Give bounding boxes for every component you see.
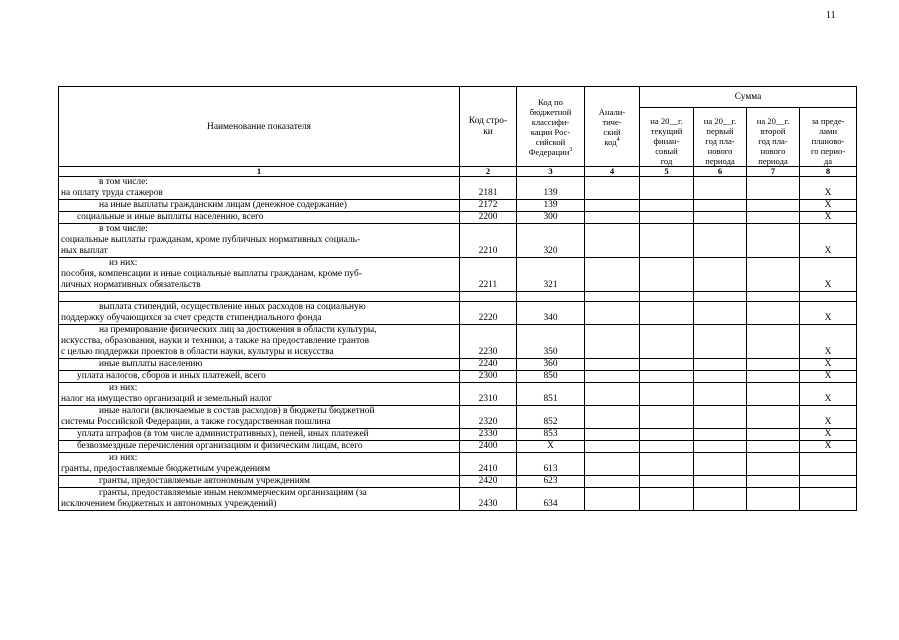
- line-code: 2300: [460, 371, 517, 383]
- sum-second-plan-year: [747, 383, 800, 406]
- header-sub-line: за преде-: [811, 116, 845, 126]
- sum-first-plan-year: [694, 441, 747, 453]
- line-code: 2420: [460, 476, 517, 488]
- budget-code: 852: [517, 406, 585, 429]
- indicator-name: [59, 488, 460, 511]
- column-index: 7: [747, 167, 800, 177]
- line-code: 2400: [460, 441, 517, 453]
- sum-beyond-plan-period: [800, 292, 857, 302]
- analytic-code: [585, 212, 640, 224]
- line-code: 2172: [460, 200, 517, 212]
- indicator-name-line: иные налоги (включаемые в состав расходов) в бюджеты бюджетной: [99, 406, 375, 416]
- analytic-code: [585, 441, 640, 453]
- table-row: [59, 177, 857, 200]
- budget-code: 321: [517, 258, 585, 292]
- header-anal-line: Анали-: [598, 106, 626, 117]
- column-index: 4: [585, 167, 640, 177]
- sum-first-plan-year: [694, 359, 747, 371]
- header-sub-line: на 20__г.: [703, 116, 737, 126]
- indicator-name: [59, 359, 460, 371]
- header-sub-line: год пла-: [705, 136, 735, 146]
- sum-beyond-plan-period: [800, 488, 857, 511]
- table-row: [59, 200, 857, 212]
- column-index: 3: [517, 167, 585, 177]
- sum-current-year: [640, 325, 694, 359]
- line-code: 2230: [460, 325, 517, 359]
- header-kbk-text: Федерации: [528, 146, 570, 157]
- table-row: [59, 429, 857, 441]
- header-sub-line: год: [660, 156, 673, 166]
- line-code: 2320: [460, 406, 517, 429]
- header-anal-line: тиче-: [602, 116, 622, 127]
- sum-second-plan-year: [747, 292, 800, 302]
- header-sub-line: год пла-: [758, 136, 788, 146]
- indicator-name: [59, 200, 460, 212]
- table-row: [59, 383, 857, 406]
- sum-first-plan-year: [694, 371, 747, 383]
- header-sub-line: периода: [705, 156, 735, 166]
- sum-beyond-plan-period: X: [800, 441, 857, 453]
- line-code: 2310: [460, 383, 517, 406]
- indicator-name-line: ных выплат: [61, 246, 108, 256]
- indicator-name: [59, 476, 460, 488]
- budget-code: 623: [517, 476, 585, 488]
- header-budget-classification-code: [517, 87, 585, 167]
- header-row: [59, 87, 857, 108]
- indicator-name-line: искусства, образования, науки и техники, а также на предоставление грантов: [61, 336, 370, 346]
- analytic-code: [585, 429, 640, 441]
- header-sub-line: нового: [707, 146, 733, 156]
- header-code-line: Код стро-: [468, 115, 508, 126]
- column-index: 5: [640, 167, 694, 177]
- table-row: [59, 371, 857, 383]
- header-sub-line: на 20__г.: [756, 116, 790, 126]
- indicator-name: [59, 212, 460, 224]
- budget-code: 139: [517, 200, 585, 212]
- budget-code: 320: [517, 224, 585, 258]
- line-code: 2330: [460, 429, 517, 441]
- sum-beyond-plan-period: X: [800, 325, 857, 359]
- line-code: 2430: [460, 488, 517, 511]
- analytic-code: [585, 453, 640, 476]
- sum-first-plan-year: [694, 476, 747, 488]
- indicator-name-line: гранты, предоставляемые автономным учреждениям: [99, 476, 310, 486]
- analytic-code: [585, 302, 640, 325]
- indicator-name-line: с целью поддержки проектов в области науки, культуры и искусства: [61, 347, 334, 357]
- sum-first-plan-year: [694, 488, 747, 511]
- sum-first-plan-year: [694, 453, 747, 476]
- indicator-name: [59, 258, 460, 292]
- sum-current-year: [640, 441, 694, 453]
- sum-second-plan-year: [747, 371, 800, 383]
- indicator-name-line: уплата штрафов (в том числе административных), пеней, иных платежей: [77, 429, 369, 439]
- sum-current-year: [640, 200, 694, 212]
- indicator-name-line: выплата стипендий, осуществление иных расходов на социальную: [99, 302, 366, 312]
- sum-second-plan-year: [747, 453, 800, 476]
- line-code: 2220: [460, 302, 517, 325]
- indicator-name-line: безвозмездные перечисления организациям и физическим лицам, всего: [77, 441, 363, 451]
- header-second-plan-year: [747, 108, 800, 167]
- table-row: [59, 258, 857, 292]
- analytic-code: [585, 371, 640, 383]
- analytic-code: [585, 258, 640, 292]
- sum-second-plan-year: [747, 200, 800, 212]
- analytic-code: [585, 200, 640, 212]
- budget-code: 634: [517, 488, 585, 511]
- sum-current-year: [640, 359, 694, 371]
- line-code: [460, 292, 517, 302]
- budget-code: [517, 292, 585, 302]
- sum-beyond-plan-period: [800, 476, 857, 488]
- indicator-name: [59, 224, 460, 258]
- sum-second-plan-year: [747, 476, 800, 488]
- budget-code: 340: [517, 302, 585, 325]
- line-code: 2181: [460, 177, 517, 200]
- footnote-mark: 3: [569, 146, 573, 153]
- header-sub-line: нового: [760, 146, 786, 156]
- table-row: [59, 406, 857, 429]
- header-sub-line: лами: [818, 126, 838, 136]
- indicator-name: [59, 383, 460, 406]
- sum-first-plan-year: [694, 177, 747, 200]
- header-sub-line: первый: [706, 126, 734, 136]
- header-first-plan-year: [694, 108, 747, 167]
- sum-current-year: [640, 302, 694, 325]
- header-line-code: [460, 87, 517, 167]
- sum-current-year: [640, 476, 694, 488]
- indicator-name-line: гранты, предоставляемые иным некоммерческим организациям (за: [99, 488, 367, 498]
- line-code: 2211: [460, 258, 517, 292]
- table-row: [59, 476, 857, 488]
- indicator-name: [59, 441, 460, 453]
- analytic-code: [585, 406, 640, 429]
- budget-code: 851: [517, 383, 585, 406]
- line-code: 2240: [460, 359, 517, 371]
- table-body: [59, 177, 857, 511]
- indicator-name-line: из них:: [109, 258, 138, 268]
- header-sub-line: периода: [758, 156, 788, 166]
- sum-second-plan-year: [747, 406, 800, 429]
- table-row: [59, 302, 857, 325]
- indicator-name-line: на иные выплаты гражданским лицам (денежное содержание): [99, 200, 347, 210]
- sum-beyond-plan-period: X: [800, 383, 857, 406]
- sum-first-plan-year: [694, 406, 747, 429]
- column-index: 1: [59, 167, 460, 177]
- column-index: 6: [694, 167, 747, 177]
- sum-current-year: [640, 292, 694, 302]
- indicator-name-line: в том числе:: [99, 224, 148, 234]
- sum-current-year: [640, 212, 694, 224]
- footnote-mark: 4: [616, 136, 620, 143]
- indicator-name: [59, 453, 460, 476]
- budget-code: 613: [517, 453, 585, 476]
- header-kbk-line: бюджетной: [529, 106, 572, 117]
- indicator-name: [59, 292, 460, 302]
- sum-first-plan-year: [694, 292, 747, 302]
- sum-second-plan-year: [747, 224, 800, 258]
- sum-current-year: [640, 258, 694, 292]
- indicator-name: [59, 406, 460, 429]
- indicator-name-line: на оплату труда стажеров: [61, 188, 163, 198]
- indicator-name-line: социальные и иные выплаты населению, всего: [77, 212, 264, 222]
- indicator-name-line: системы Российской Федерации, а также государственная пошлина: [61, 417, 331, 427]
- header-sub-line: совый: [655, 146, 678, 156]
- header-kbk-line: [519, 147, 582, 157]
- indicator-name-line: уплата налогов, сборов и иных платежей, всего: [77, 371, 266, 381]
- indicator-name-line: в том числе:: [99, 177, 148, 187]
- indicator-name-line: из них:: [109, 453, 138, 463]
- sum-first-plan-year: [694, 212, 747, 224]
- column-index: 8: [800, 167, 857, 177]
- sum-second-plan-year: [747, 258, 800, 292]
- header-sub-line: текущий: [650, 126, 683, 136]
- sum-beyond-plan-period: X: [800, 302, 857, 325]
- indicator-name-line: на премирование физических лиц за достижения в области культуры,: [99, 325, 377, 335]
- sum-second-plan-year: [747, 429, 800, 441]
- analytic-code: [585, 359, 640, 371]
- analytic-code: [585, 292, 640, 302]
- indicator-name-line: социальные выплаты гражданам, кроме публичных нормативных социаль-: [61, 235, 361, 245]
- sum-first-plan-year: [694, 325, 747, 359]
- line-code: 2210: [460, 224, 517, 258]
- analytic-code: [585, 383, 640, 406]
- indicator-name: [59, 177, 460, 200]
- sum-first-plan-year: [694, 224, 747, 258]
- sum-current-year: [640, 429, 694, 441]
- header-anal-text: код: [604, 136, 617, 147]
- budget-code: 853: [517, 429, 585, 441]
- indicator-name-line: личных нормативных обязательств: [61, 280, 201, 290]
- indicator-name: [59, 325, 460, 359]
- sum-beyond-plan-period: X: [800, 200, 857, 212]
- budget-code: 360: [517, 359, 585, 371]
- table-row: [59, 359, 857, 371]
- sum-second-plan-year: [747, 441, 800, 453]
- sum-beyond-plan-period: X: [800, 224, 857, 258]
- sum-current-year: [640, 488, 694, 511]
- sum-beyond-plan-period: X: [800, 258, 857, 292]
- budget-indicators-table: [58, 86, 857, 511]
- sum-second-plan-year: [747, 359, 800, 371]
- sum-first-plan-year: [694, 258, 747, 292]
- header-sub-line: планово-: [811, 136, 845, 146]
- analytic-code: [585, 325, 640, 359]
- header-name: Наименование показателя: [59, 87, 460, 167]
- indicator-name-line: пособия, компенсации и иные социальные выплаты гражданам, кроме пуб-: [61, 269, 362, 279]
- header-kbk-line: сийской: [535, 136, 566, 147]
- indicator-name-line: поддержку обучающихся за счет средств стипендиального фонда: [61, 313, 322, 323]
- analytic-code: [585, 476, 640, 488]
- table-row: [59, 441, 857, 453]
- sum-beyond-plan-period: X: [800, 212, 857, 224]
- table-row: [59, 488, 857, 511]
- table-row: [59, 292, 857, 302]
- sum-first-plan-year: [694, 429, 747, 441]
- line-code: 2200: [460, 212, 517, 224]
- indicator-name-line: налог на имущество организаций и земельный налог: [61, 394, 273, 404]
- header-analytic-code: [585, 87, 640, 167]
- sum-first-plan-year: [694, 200, 747, 212]
- sum-second-plan-year: [747, 488, 800, 511]
- header-code-line: ки: [483, 126, 493, 137]
- budget-code: 139: [517, 177, 585, 200]
- sum-beyond-plan-period: X: [800, 359, 857, 371]
- sum-beyond-plan-period: X: [800, 371, 857, 383]
- budget-code: 350: [517, 325, 585, 359]
- sum-current-year: [640, 383, 694, 406]
- indicator-name: [59, 429, 460, 441]
- sum-current-year: [640, 406, 694, 429]
- header-anal-line: [587, 137, 637, 147]
- header-sub-line: финан-: [653, 136, 680, 146]
- sum-first-plan-year: [694, 383, 747, 406]
- indicator-name-line: гранты, предоставляемые бюджетным учреждениям: [61, 464, 271, 474]
- sum-beyond-plan-period: X: [800, 406, 857, 429]
- indicator-name-line: исключением бюджетных и автономных учреждений): [61, 499, 277, 509]
- table-row: [59, 453, 857, 476]
- header-sub-line: да: [823, 156, 833, 166]
- indicator-name-line: иные выплаты населению: [99, 359, 203, 369]
- sum-current-year: [640, 224, 694, 258]
- sum-second-plan-year: [747, 302, 800, 325]
- budget-code: X: [517, 441, 585, 453]
- header-kbk-line: Код по: [538, 96, 563, 107]
- indicator-name-line: из них:: [109, 383, 138, 393]
- sum-beyond-plan-period: X: [800, 429, 857, 441]
- sum-current-year: [640, 371, 694, 383]
- header-kbk-line: классифи-: [531, 116, 570, 127]
- page-number: 11: [826, 10, 836, 21]
- sum-current-year: [640, 177, 694, 200]
- header-sum: Сумма: [640, 87, 857, 108]
- sum-second-plan-year: [747, 325, 800, 359]
- budget-code: 850: [517, 371, 585, 383]
- column-index: 2: [460, 167, 517, 177]
- indicator-name: [59, 371, 460, 383]
- sum-beyond-plan-period: [800, 453, 857, 476]
- sum-second-plan-year: [747, 177, 800, 200]
- header-current-year: [640, 108, 694, 167]
- table-row: [59, 224, 857, 258]
- header-sub-line: на 20__г.: [650, 116, 683, 126]
- analytic-code: [585, 177, 640, 200]
- budget-code: 300: [517, 212, 585, 224]
- table-row: [59, 212, 857, 224]
- header-sub-line: второй: [760, 126, 786, 136]
- header-anal-line: ский: [603, 126, 621, 137]
- analytic-code: [585, 488, 640, 511]
- header-kbk-line: кации Рос-: [530, 126, 571, 137]
- analytic-code: [585, 224, 640, 258]
- table-row: [59, 325, 857, 359]
- column-index-row: [59, 167, 857, 177]
- header-beyond-plan-period: [800, 108, 857, 167]
- line-code: 2410: [460, 453, 517, 476]
- header-sub-line: го перио-: [810, 146, 846, 156]
- sum-first-plan-year: [694, 302, 747, 325]
- sum-beyond-plan-period: X: [800, 177, 857, 200]
- sum-second-plan-year: [747, 212, 800, 224]
- sum-current-year: [640, 453, 694, 476]
- indicator-name: [59, 302, 460, 325]
